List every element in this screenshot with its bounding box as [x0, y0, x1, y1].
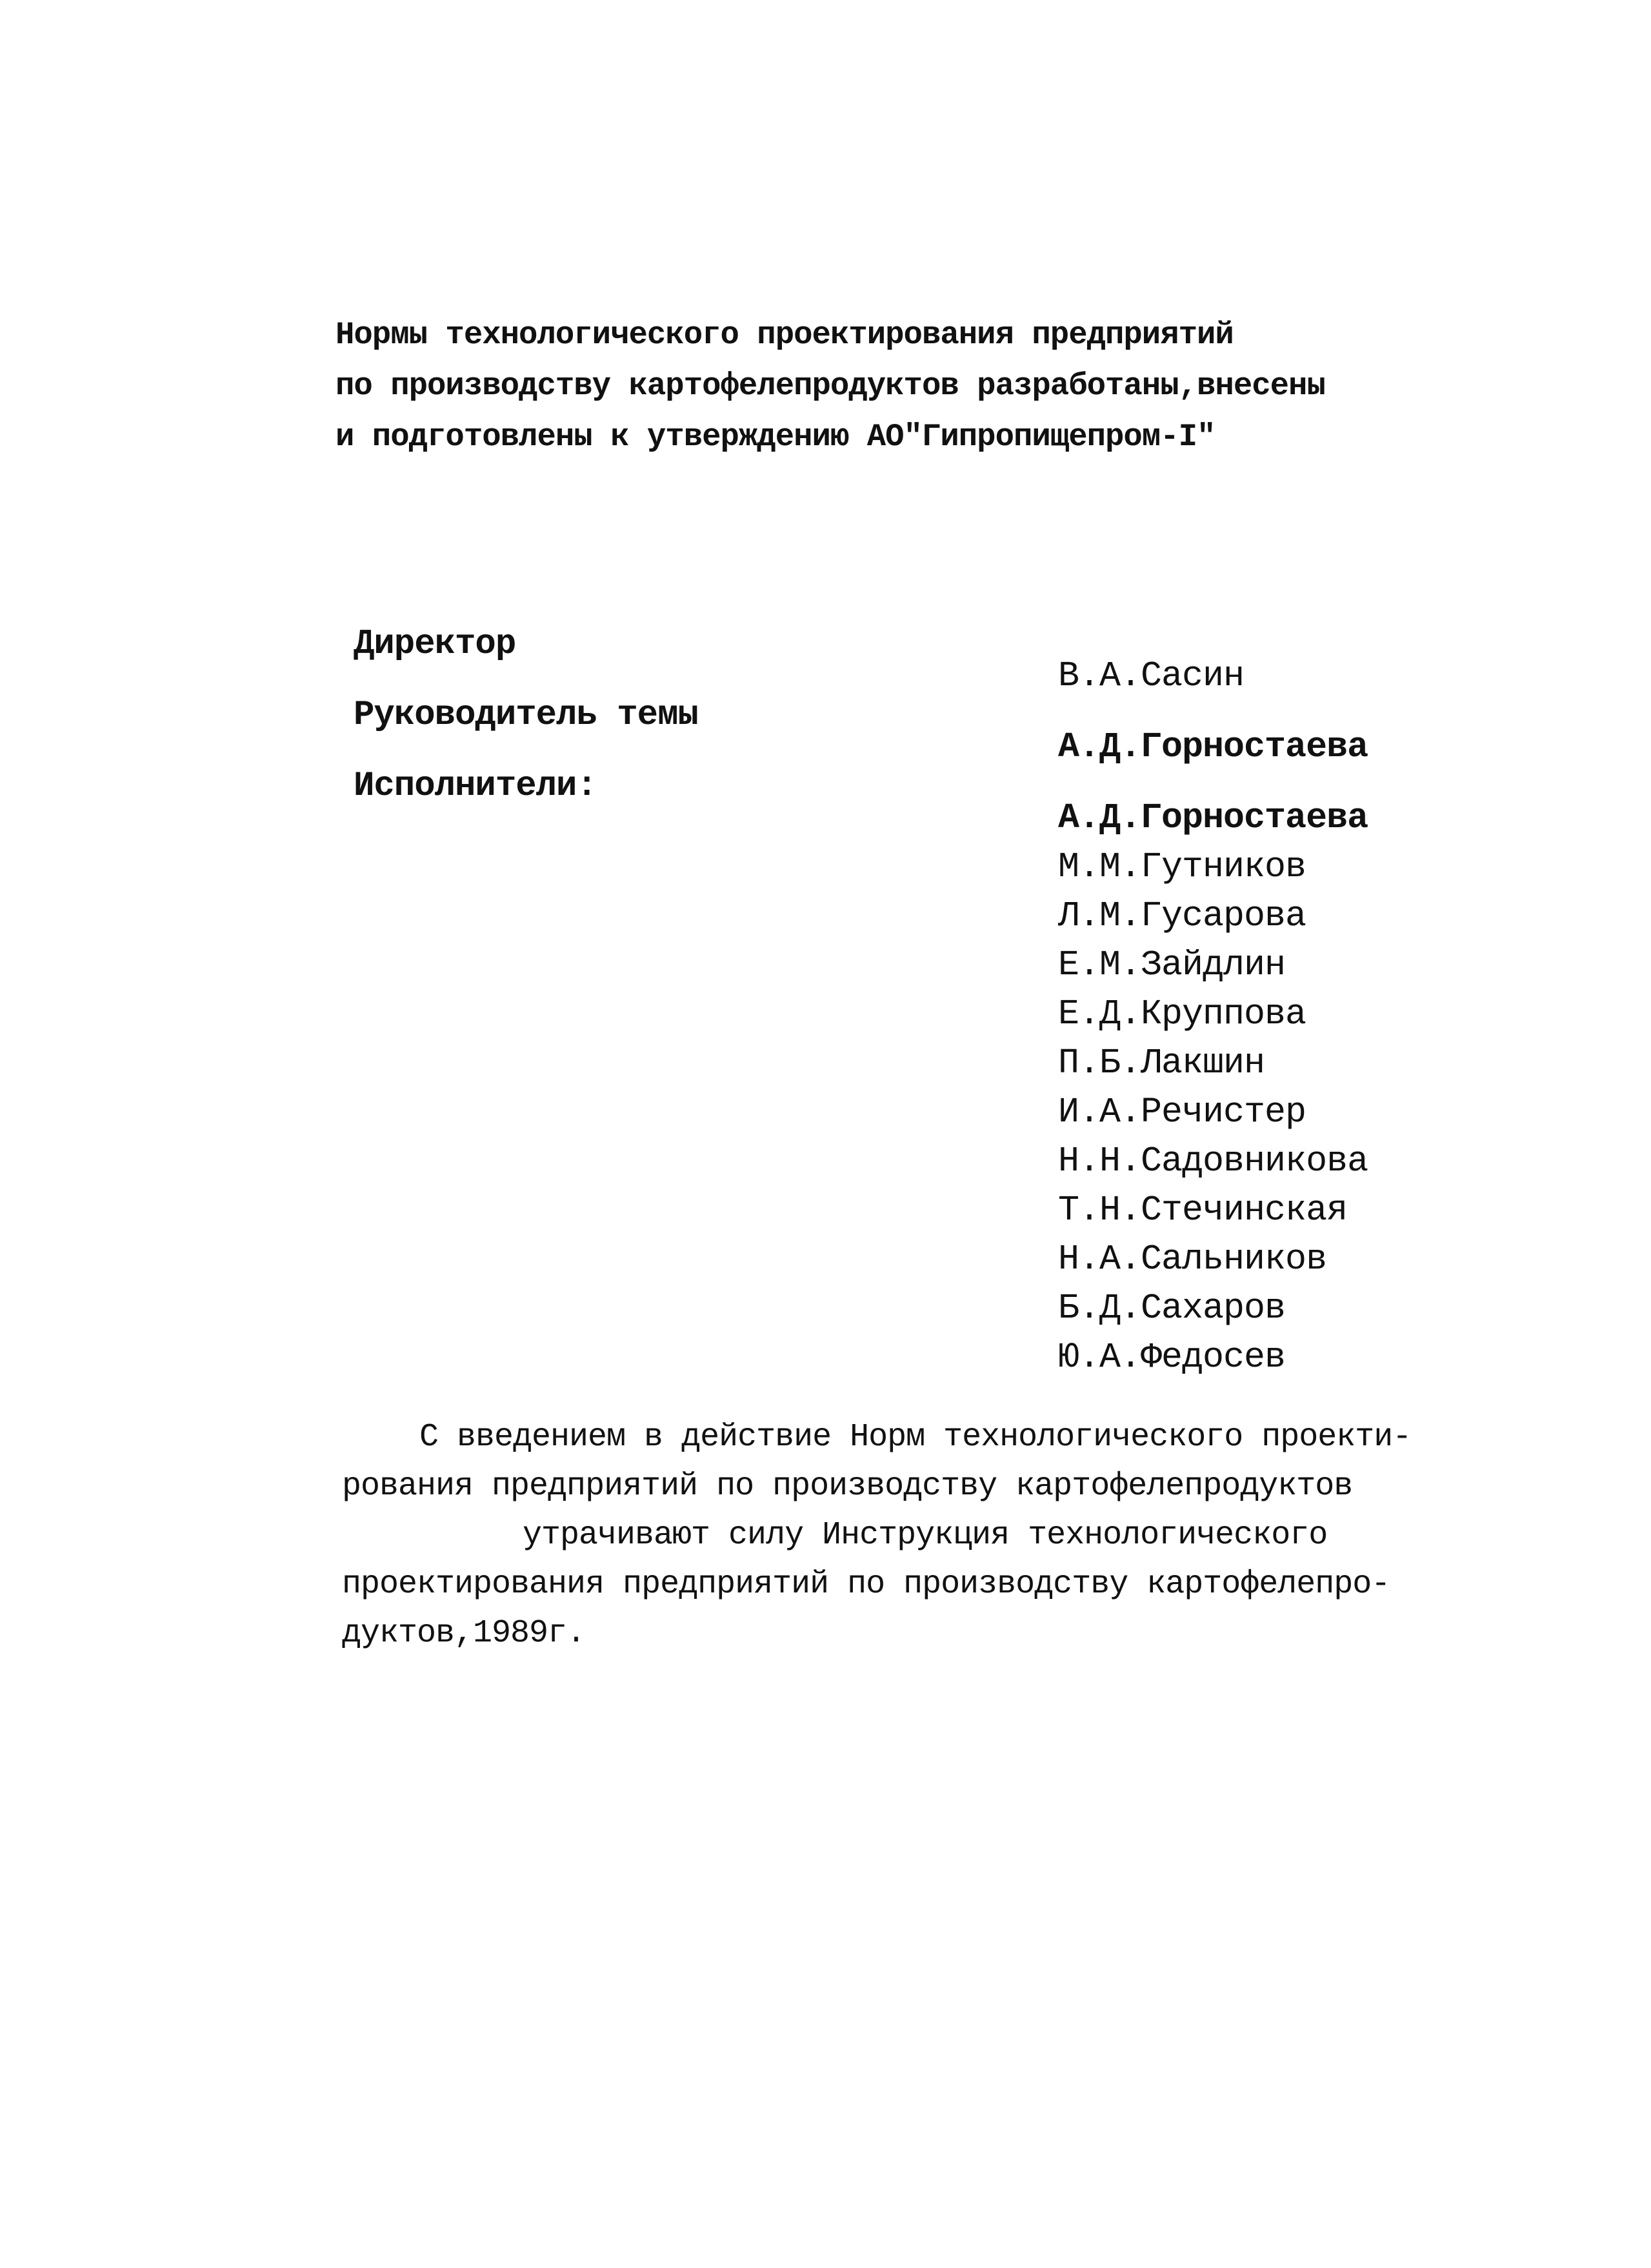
closing-line-4: проектирования предприятий по производству картофелепро- [342, 1566, 1390, 1603]
list-item: Н.Н.Садовникова [1058, 1141, 1368, 1181]
role-executors: Исполнители: [354, 767, 597, 806]
list-item: Е.Д.Круппова [1058, 994, 1306, 1034]
closing-line-5: дуктов,1989г. [342, 1615, 586, 1652]
list-item: А.Д.Горностаева [1058, 798, 1368, 838]
names-list [1058, 652, 1574, 1382]
list-item: И.А.Речистер [1058, 1092, 1306, 1132]
closing-line-1: С введением в действие Норм технологического проекти- [419, 1419, 1412, 1456]
list-item: Н.А.Сальников [1058, 1239, 1327, 1280]
closing-paragraph [342, 1413, 1411, 1658]
role-director: Директор [354, 625, 516, 664]
list-item: П.Б.Лакшин [1058, 1043, 1265, 1083]
intro-line-3: и подготовлены к утверждению АО"Гипропищепром-I" [335, 419, 1216, 455]
list-item: Б.Д.Сахаров [1058, 1288, 1286, 1329]
closing-line-3: утрачивают силу Инструкция технологического [523, 1517, 1328, 1554]
closing-line-2: рования предприятий по производству картофелепродуктов [342, 1468, 1353, 1505]
list-item: М.М.Гутников [1058, 847, 1306, 887]
name-head: А.Д.Горностаева [1058, 727, 1368, 767]
name-director: В.А.Сасин [1058, 656, 1245, 696]
intro-line-1: Нормы технологического проектирования предприятий [335, 317, 1234, 353]
list-item: Л.М.Гусарова [1058, 896, 1306, 936]
list-item: Ю.А.Федосев [1058, 1337, 1286, 1378]
intro-line-2: по производству картофелепродуктов разработаны,внесены [335, 368, 1325, 404]
list-item: Т.Н.Стечинская [1058, 1190, 1348, 1230]
role-head: Руководитель темы [354, 696, 698, 735]
intro-paragraph [335, 310, 1325, 463]
list-item: Е.М.Зайдлин [1058, 945, 1286, 985]
